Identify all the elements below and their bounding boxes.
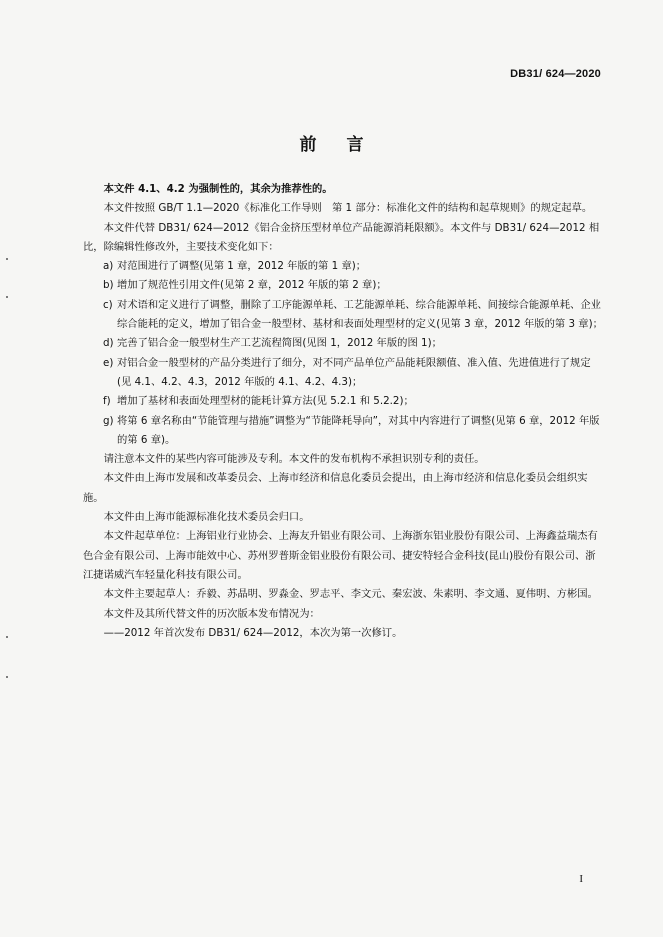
list-item xyxy=(83,257,603,276)
document-body xyxy=(83,180,603,643)
paragraph-drafters: 本文件主要起草人：乔毅、苏晶明、罗淼金、罗志平、李文元、秦宏波、朱素明、李文通、夏伟明、方彬国。 xyxy=(103,588,598,601)
margin-mark xyxy=(6,676,8,678)
list-item-label: c) xyxy=(103,298,113,311)
margin-mark xyxy=(6,296,8,298)
list-item-label: b) xyxy=(103,279,114,292)
list-item-text: 完善了铝合金一般型材生产工艺流程简图(见图 1，2012 年版的图 1)； xyxy=(117,337,442,350)
list-item-text: 增加了基材和表面处理型材的能耗计算方法(见 5.2.1 和 5.2.2)； xyxy=(117,395,414,408)
list-item-label: d) xyxy=(103,337,114,350)
paragraph-mandatory: 本文件 4.1、4.2 为强制性的，其余为推荐性的。 xyxy=(103,183,333,195)
list-item-text: 对铝合金一般型材的产品分类进行了细分，对不同产品单位产品能耗限额值、准入值、先进值进行了规定(见 4.1、4.2、4.3，2012 年版的 4.1、4.2、4.3)； xyxy=(117,356,591,388)
paragraph-drafting-rules: 本文件按照 GB/T 1.1—2020《标准化工作导则 第 1 部分：标准化文件的结构和起草规则》的规定起草。 xyxy=(103,202,593,215)
list-item-text: 对范围进行了调整(见第 1 章，2012 年版的第 1 章)； xyxy=(117,260,367,273)
list-item xyxy=(83,334,603,353)
paragraph-replacement: 本文件代替 DB31/ 624—2012《铝合金挤压型材单位产品能源消耗限额》。本文件与 DB31/ 624—2012 相比，除编辑性修改外，主要技术变化如下： xyxy=(83,221,600,253)
paragraph-committee: 本文件由上海市能源标准化技术委员会归口。 xyxy=(103,511,310,524)
list-item xyxy=(83,412,603,451)
list-item-text: 增加了规范性引用文件(见第 2 章，2012 年版的第 2 章)； xyxy=(117,279,387,292)
paragraph-proposer: 本文件由上海市发展和改革委员会、上海市经济和信息化委员会提出，由上海市经济和信息化委员会组织实施。 xyxy=(83,472,588,504)
margin-mark xyxy=(6,636,8,638)
list-item xyxy=(83,276,603,295)
list-item-label: g) xyxy=(103,414,114,427)
list-item-label: e) xyxy=(103,356,114,369)
document-code: DB31/ 624—2020 xyxy=(510,68,601,80)
list-item-label: f) xyxy=(103,395,111,408)
paragraph-patent-notice: 请注意本文件的某些内容可能涉及专利。本文件的发布机构不承担识别专利的责任。 xyxy=(103,453,485,466)
page-number: I xyxy=(579,873,583,885)
paragraph-drafting-units: 本文件起草单位：上海铝业行业协会、上海友升铝业有限公司、上海浙东铝业股份有限公司、上海鑫益瑞杰有色合金有限公司、上海市能效中心、苏州罗普斯金铝业股份有限公司、捷安特轻合金科技(昆山)股份有限公司、浙江捷诺威汽车轻量化科技有限公司。 xyxy=(83,530,598,581)
list-item-text: 将第 6 章名称由“节能管理与措施”调整为“节能降耗导向”，对其中内容进行了调整(见第 6 章，2012 年版的第 6 章)。 xyxy=(117,414,600,446)
margin-mark xyxy=(6,258,8,260)
list-item-label: a) xyxy=(103,260,114,273)
paragraph-history-intro: 本文件及其所代替文件的历次版本发布情况为： xyxy=(103,607,320,620)
list-item-text: 对术语和定义进行了调整，删除了工序能源单耗、工艺能源单耗、综合能源单耗、间接综合能源单耗、企业综合能耗的定义，增加了铝合金一般型材、基材和表面处理型材的定义(见第 3 章，2012 年版的第 3 章)； xyxy=(117,298,603,331)
page-title: 前言 xyxy=(299,135,394,155)
paragraph-history-entry: ——2012 年首次发布 DB31/ 624—2012，本次为第一次修订。 xyxy=(103,626,403,639)
list-item xyxy=(83,296,603,335)
list-item xyxy=(83,354,603,393)
list-item xyxy=(83,392,603,411)
